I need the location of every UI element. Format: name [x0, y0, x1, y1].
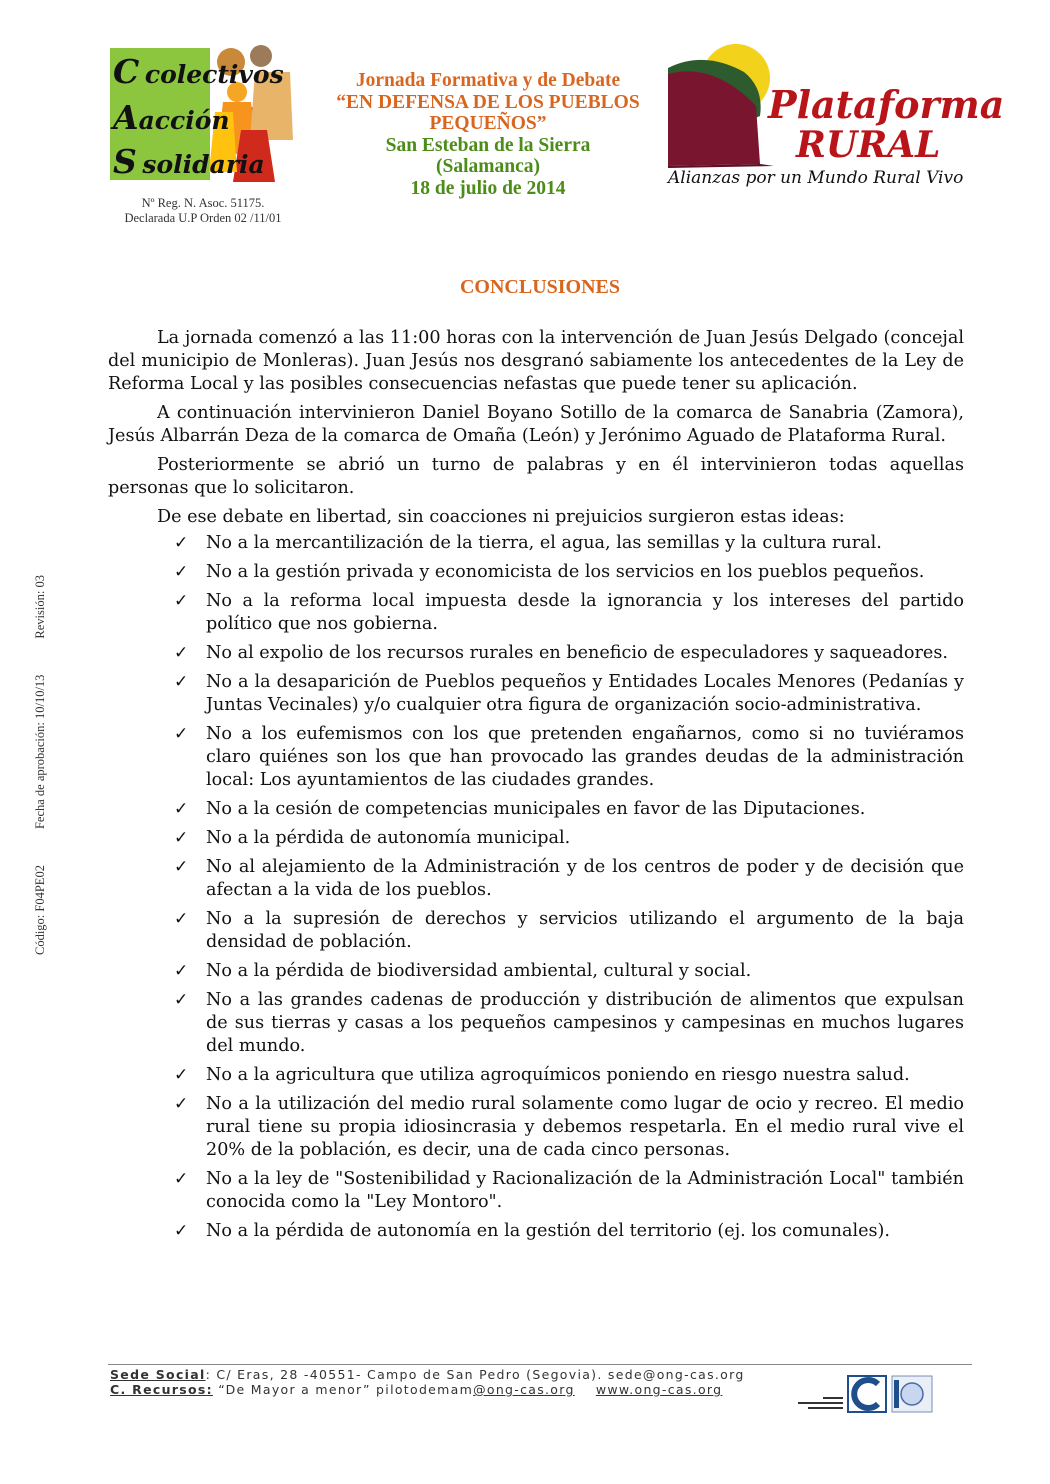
conclusions-list	[108, 532, 964, 1243]
list-item	[108, 671, 964, 717]
list-item	[108, 642, 964, 665]
checkmark-icon: ✓	[174, 990, 189, 1010]
list-item	[108, 590, 964, 636]
item-text: No a la mercantilización de la tierra, el agua, las semillas y la cultura rural.	[206, 533, 882, 553]
checkmark-icon: ✓	[174, 1169, 189, 1189]
checkmark-icon: ✓	[174, 1065, 189, 1085]
item-text: No a la cesión de competencias municipales en favor de las Diputaciones.	[206, 799, 866, 819]
document-control-sidebar	[33, 505, 48, 955]
item-text: No a la desaparición de Pueblos pequeños y Entidades Locales Menores (Pedanías y Juntas Vecinales) y/o cualquier otra figura de organización socio-administrativa.	[206, 672, 964, 715]
recursos-email-link[interactable]: @ong-cas.org	[473, 1382, 575, 1397]
revision: Revisión: 03	[33, 575, 47, 639]
list-item	[108, 1093, 964, 1162]
doc-code: Código: F04PE02	[33, 865, 47, 955]
cas-reg-line: Nº Reg. N. Asoc. 51175.	[141, 196, 265, 210]
checkmark-icon: ✓	[174, 643, 189, 663]
item-text: No al expolio de los recursos rurales en beneficio de especuladores y saqueadores.	[206, 643, 948, 663]
footer	[110, 1367, 745, 1397]
checkmark-icon: ✓	[174, 828, 189, 848]
list-item	[108, 1220, 964, 1243]
event-header	[310, 70, 666, 199]
item-text: No a la supresión de derechos y servicios utilizando el argumento de la baja densidad de población.	[206, 909, 964, 952]
item-text: No a la ley de "Sostenibilidad y Racionalización de la Administración Local" también conocida como la "Ley Montoro".	[206, 1169, 964, 1212]
list-intro: De ese debate en libertad, sin coacciones ni prejuicios surgieron estas ideas:	[157, 507, 845, 527]
recursos-text: “De Mayor a menor” pilotodemam	[212, 1382, 474, 1397]
event-date: 18 de julio de 2014	[410, 177, 566, 199]
plataforma-word: Plataforma	[768, 82, 1005, 127]
cas-logo	[105, 42, 295, 192]
approval-date: Fecha de aprobación: 10/10/13	[33, 674, 47, 830]
event-subtitle: “EN DEFENSA DE LOS PUEBLOS	[336, 91, 640, 113]
item-text: No al alejamiento de la Administración y de los centros de poder y de decisión que afectan a la vida de los pueblos.	[206, 857, 964, 900]
list-item	[108, 798, 964, 821]
footer-divider	[108, 1364, 972, 1365]
tagline: Alianzas por un Mundo Rural Vivo	[668, 168, 964, 188]
item-text: No a los eufemismos con los que pretenden engañarnos, como si no tuviéramos claro quiénes son los que han provocado las grandes deudas de la administración local: Los ayuntamientos de las ciudades grandes.	[206, 724, 964, 790]
item-text: No a la agricultura que utiliza agroquímicos poniendo en riesgo nuestra salud.	[206, 1065, 910, 1085]
list-item	[108, 1168, 964, 1214]
item-text: No a la reforma local impuesta desde la ignorancia y los intereses del partido político que nos gobierna.	[206, 591, 964, 634]
paragraph: La jornada comenzó a las 11:00 horas con la intervención de Juan Jesús Delgado (concejal del municipio de Monleras). Juan Jesús nos desgranó sabiamente los antecedentes de la Ley de Reforma Local y las posibles consecuencias nefastas que puede tener su aplicación.	[108, 328, 964, 394]
cas-line-3: S solidaria	[113, 142, 265, 181]
list-item	[108, 723, 964, 792]
cas-reg-line: Declarada U.P Orden 02 /11/01	[124, 211, 282, 225]
checkmark-icon: ✓	[174, 799, 189, 819]
list-item	[108, 960, 964, 983]
page-title: CONCLUSIONES	[459, 276, 621, 298]
list-item	[108, 827, 964, 850]
item-text: No a la utilización del medio rural solamente como lugar de ocio y recreo. El medio rural tiene su propia idiosincrasia y debemos respetarla. En el medio rural vive el 20% de la población, es decir, una de cada cinco personas.	[206, 1094, 964, 1160]
paragraph: A continuación intervinieron Daniel Boyano Sotillo de la comarca de Sanabria (Zamora), Jesús Albarrán Deza de la comarca de Omaña (León) y Jerónimo Aguado de Plataforma Rural.	[108, 403, 964, 446]
event-title: Jornada Formativa y de Debate	[355, 70, 621, 91]
plataforma-rural-logo	[664, 44, 1005, 194]
footer-certification-logos	[798, 1374, 938, 1414]
cas-registration	[88, 196, 318, 226]
paragraph: Posteriormente se abrió un turno de palabras y en él intervinieron todas aquellas personas que lo solicitaron.	[108, 455, 964, 498]
list-item	[108, 1064, 964, 1087]
rural-word: RURAL	[796, 124, 941, 166]
event-place: (Salamanca)	[436, 156, 540, 177]
document-body	[108, 327, 964, 1249]
list-item	[108, 989, 964, 1058]
item-text: No a la pérdida de autonomía en la gestión del territorio (ej. los comunales).	[206, 1221, 890, 1241]
event-subtitle: PEQUEÑOS”	[429, 113, 547, 134]
checkmark-icon: ✓	[174, 961, 189, 981]
item-text: No a la pérdida de biodiversidad ambiental, cultural y social.	[206, 961, 752, 981]
cas-line-1: C colectivos	[113, 52, 284, 91]
footer-recursos	[110, 1382, 745, 1397]
list-item	[108, 561, 964, 584]
checkmark-icon: ✓	[174, 672, 189, 692]
list-item	[108, 908, 964, 954]
list-item	[108, 532, 964, 555]
cas-line-2: Aacción	[113, 98, 230, 137]
item-text: No a la gestión privada y economicista de los servicios en los pueblos pequeños.	[206, 562, 925, 582]
checkmark-icon: ✓	[174, 591, 189, 611]
checkmark-icon: ✓	[174, 1221, 189, 1241]
sede-text: : C/ Eras, 28 -40551- Campo de San Pedro (Segovia). sede@ong-cas.org	[205, 1367, 745, 1382]
checkmark-icon: ✓	[174, 724, 189, 744]
certification-icon	[798, 1374, 938, 1414]
list-item	[108, 856, 964, 902]
website-link[interactable]: www.ong-cas.org	[595, 1382, 723, 1397]
footer-sede	[110, 1367, 745, 1382]
recursos-label: C. Recursos:	[110, 1382, 213, 1397]
checkmark-icon: ✓	[174, 857, 189, 877]
event-place: San Esteban de la Sierra	[385, 134, 591, 156]
item-text: No a las grandes cadenas de producción y distribución de alimentos que expulsan de sus tierras y casas a los pequeños campesinos y campesinas en muchos lugares del mundo.	[206, 990, 964, 1056]
sede-label: Sede Social	[110, 1367, 206, 1382]
item-text: No a la pérdida de autonomía municipal.	[206, 828, 571, 848]
checkmark-icon: ✓	[174, 1094, 189, 1114]
checkmark-icon: ✓	[174, 533, 189, 553]
checkmark-icon: ✓	[174, 562, 189, 582]
checkmark-icon: ✓	[174, 909, 189, 929]
